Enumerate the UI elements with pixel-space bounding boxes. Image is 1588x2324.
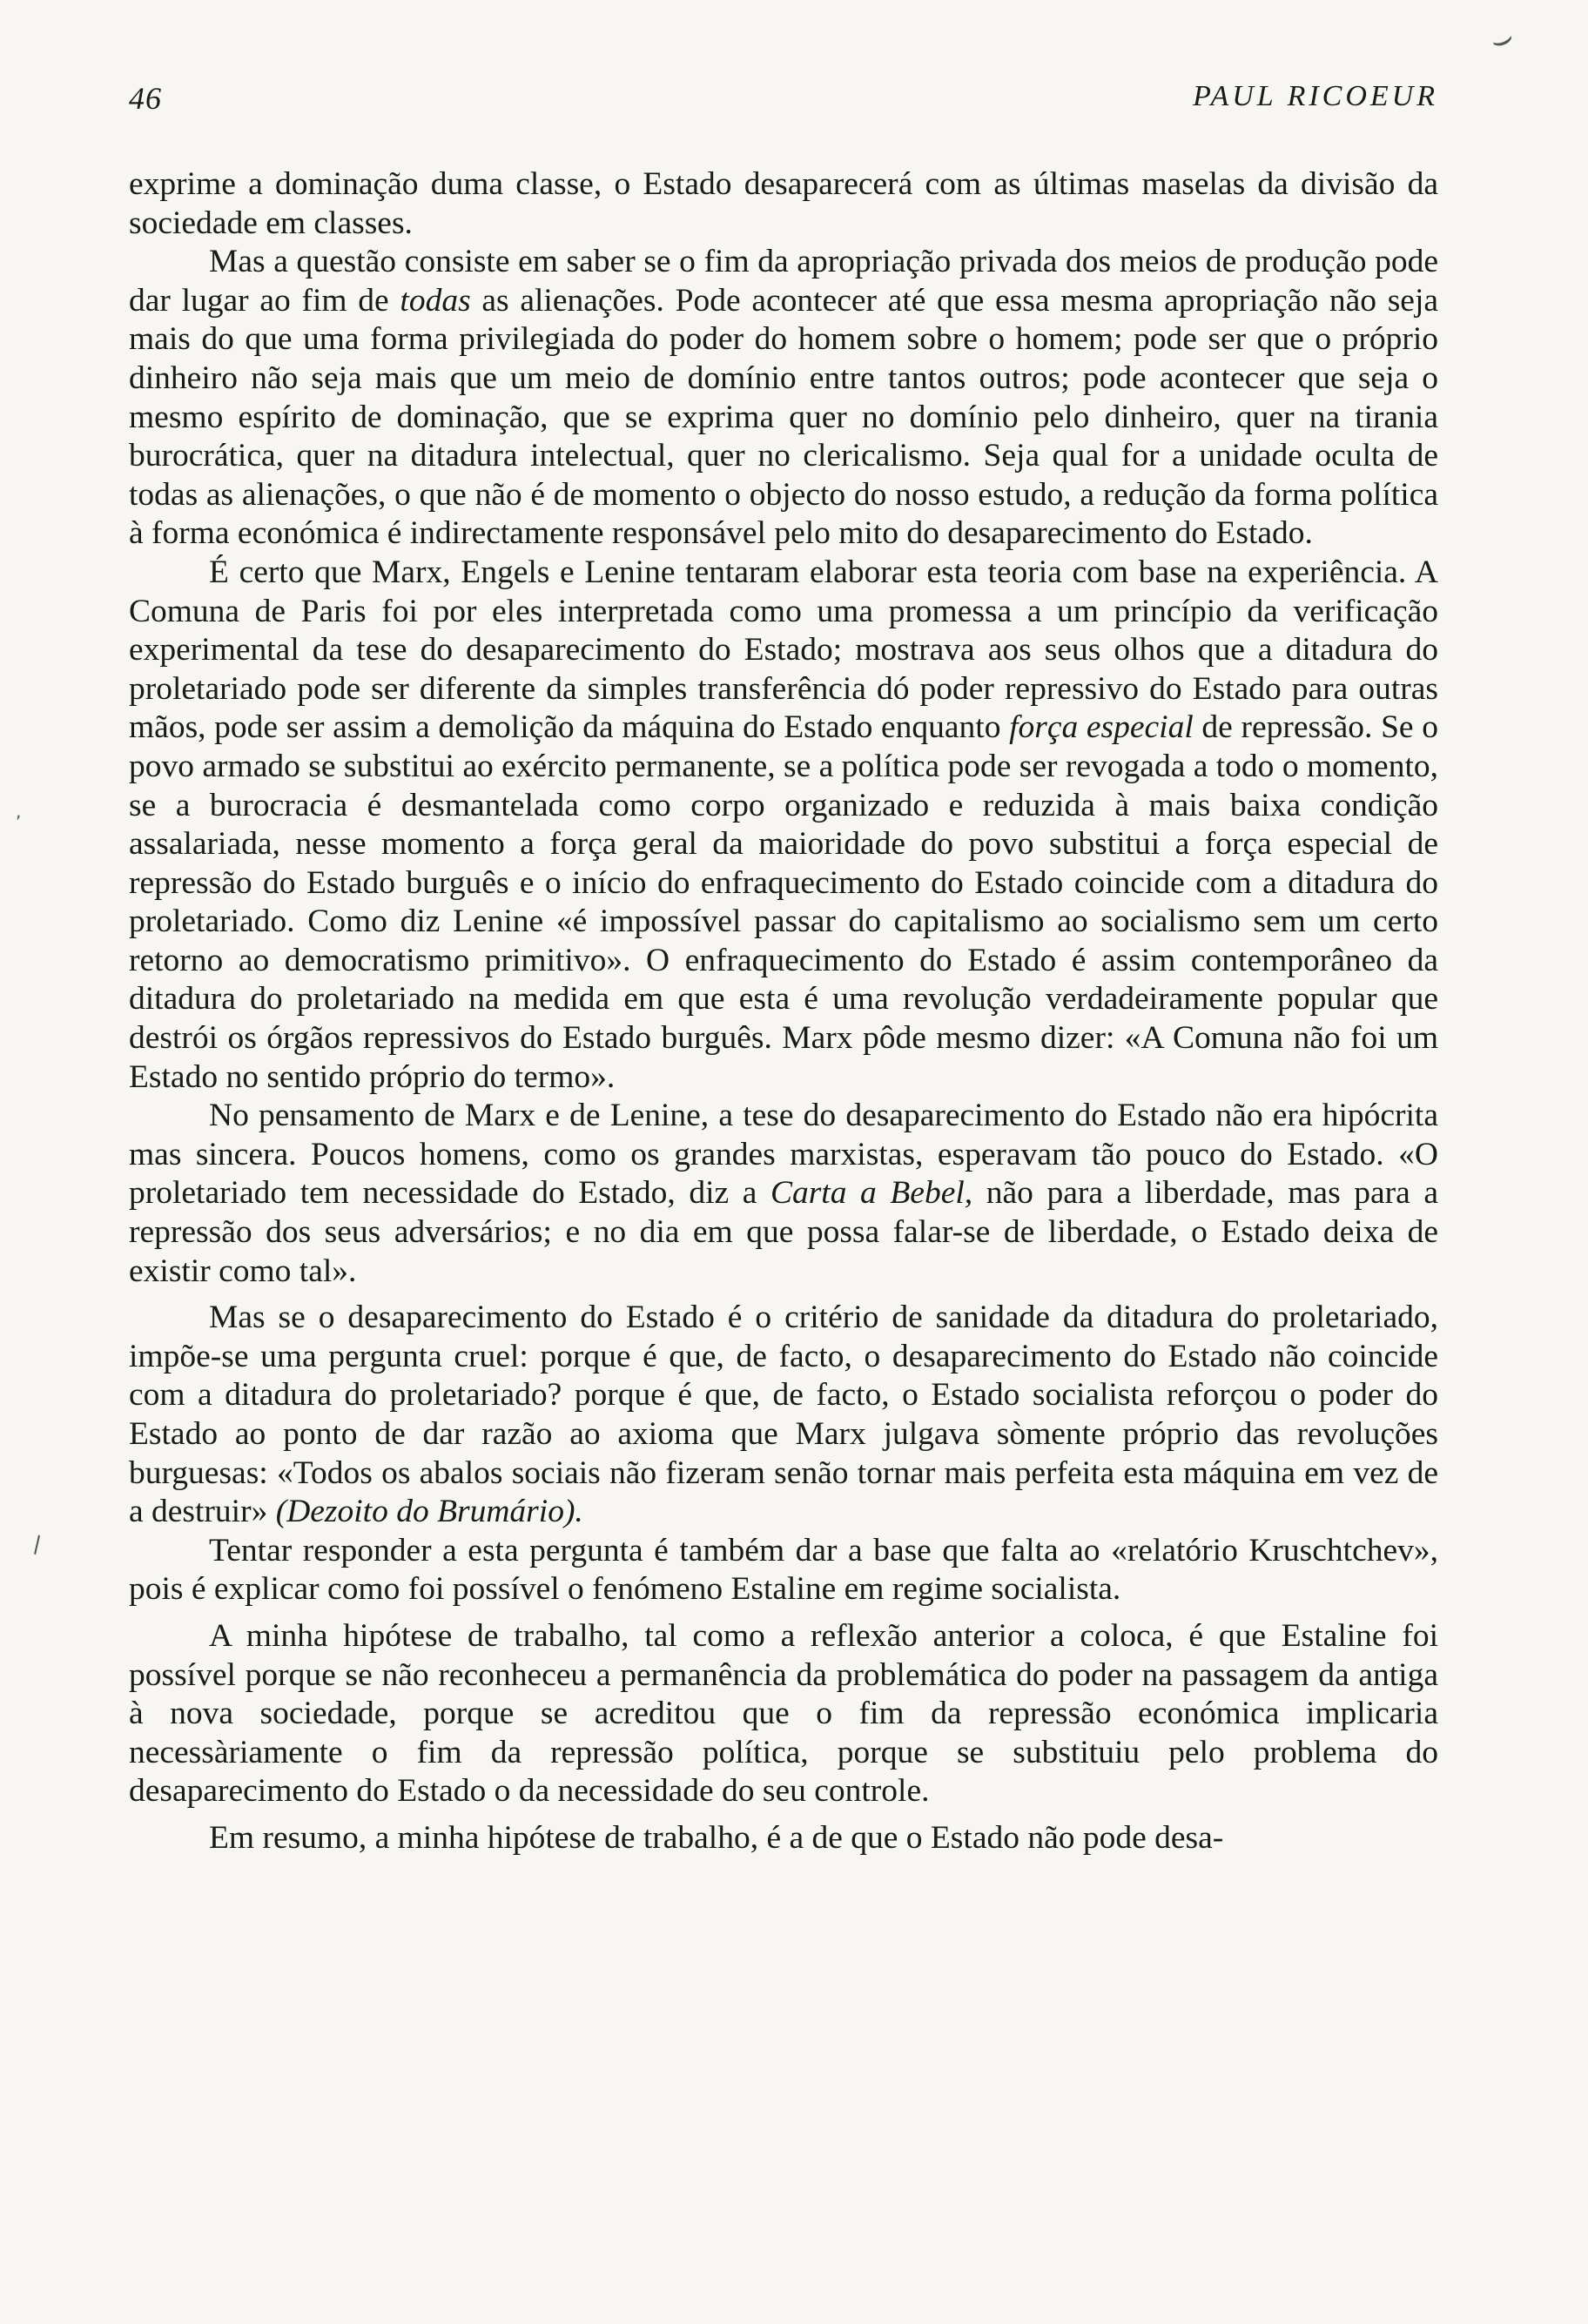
paragraph-text: Mas a questão consiste em saber se o fim da apropriação privada dos meios de produção pode dar lugar ao fim de xyxy=(129,244,1438,319)
page-number: 46 xyxy=(129,81,162,116)
page-header xyxy=(129,80,1438,124)
paragraph-text: No pensamento de Marx e de Lenine, a tese do desaparecimento do Estado não era hipócrita mas sincera. Poucos homens, como os grandes marxistas, esperavam tão pouco do Estado. «O proletariado tem necessidade do Estado, diz a xyxy=(129,1098,1438,1212)
paragraph-text: as alienações. Pode acontecer até que essa mesma apropriação não seja mais do que uma forma privilegiada do poder do homem sobre o homem; pode ser que o próprio dinheiro não seja mais que um meio de domínio entre tantos outros; pode acontecer que seja o mesmo espírito de dominação, que se exprima quer no domínio pelo dinheiro, quer na tirania burocrática, quer na ditadura intelectual, quer no clericalismo. Seja qual for a unidade oculta de todas as alienações, o que não é de momento o objecto do nosso estudo, a redução da forma política à forma económica é indirectamente responsável pelo mito do desaparecimento do Estado. xyxy=(129,282,1439,552)
paragraph: Tentar responder a esta pergunta é também dar a base que falta ao «relatório Kruschtchev», pois é explicar como foi possível o fenómeno Estaline em regime socialista. xyxy=(129,1532,1438,1608)
emphasis: todas xyxy=(400,282,471,319)
paragraph xyxy=(129,1299,1438,1532)
margin-mark: \ xyxy=(27,1531,47,1559)
paragraph: exprime a dominação duma classe, o Estado desaparecerá com as últimas maselas da divisão da sociedade em classes. xyxy=(129,166,1438,241)
paragraph-text: Mas se o desaparecimento do Estado é o critério de sanidade da ditadura do proletariado, impõe-se uma pergunta cruel: porque é que, de facto, o desaparecimento do Estado não coincide com a ditadura do proletariado? porque é que, de facto, o Estado socialista reforçou o poder do Estado ao ponto de dar razão ao axioma que Marx julgava sòmente próprio das revoluções burguesas: «Todos os abalos sociais não fizeram senão tornar mais perfeita esta máquina em vez de a destruir» xyxy=(129,1300,1438,1530)
pen-mark: ⌣ xyxy=(1484,16,1520,63)
margin-mark: , xyxy=(16,801,22,822)
paragraph-text: É certo que Marx, Engels e Lenine tentaram elaborar esta teoria com base na experiência. A Comuna de Paris foi por eles interpretada como uma promessa a um princípio da verificação experimental da tese do desaparecimento do Estado; mostrava aos seus olhos que a ditadura do proletariado pode ser diferente da simples transferência dó poder repressivo do Estado para outras mãos, pode ser assim a demolição da máquina do Estado enquanto xyxy=(129,554,1438,746)
emphasis: (Dezoito do Brumário). xyxy=(275,1494,583,1530)
paragraph xyxy=(129,554,1438,1097)
paragraph xyxy=(129,1097,1438,1291)
emphasis: Carta a Bebel, xyxy=(770,1175,973,1212)
paragraph: A minha hipótese de trabalho, tal como a reflexão anterior a coloca, é que Estaline foi possível porque se não reconheceu a permanência da problemática do poder na passagem da antiga à nova sociedade, porque se acreditou que o fim da repressão económica implicaria necessàriamente o fim da repressão política, porque se substituiu pelo problema do desaparecimento do Estado o da necessidade do seu controle. xyxy=(129,1617,1438,1810)
body-text xyxy=(129,165,1438,1858)
paragraph: Em resumo, a minha hipótese de trabalho, é a de que o Estado não pode desa- xyxy=(209,1819,1224,1856)
paragraph xyxy=(129,243,1438,554)
paragraph-text: não para a liberdade, mas para a repressão dos seus adversários; e no dia em que possa falar-se de liberdade, o Estado deixa de existir como tal». xyxy=(129,1175,1438,1289)
paragraph-text: de repressão. Se o povo armado se substitui ao exército permanente, se a política pode ser revogada a todo o momento, se a burocracia é desmantelada como corpo organizado e reduzida à mais baixa condição assalariada, nesse momento a força geral da maioridade do povo substitui a força especial de repressão do Estado burguês e o início do enfraquecimento do Estado coincide com a ditadura do proletariado. Como diz Lenine «é impossível passar do capitalismo ao socialismo sem um certo retorno ao democratismo primitivo». O enfraquecimento do Estado é assim contemporâneo da ditadura do proletariado na medida em que esta é uma revolução verdadeiramente popular que destrói os órgãos repressivos do Estado burguês. Marx pôde mesmo dizer: «A Comuna não foi um Estado no sentido próprio do termo». xyxy=(129,709,1438,1095)
emphasis: força especial xyxy=(1009,709,1194,746)
running-head: PAUL RICOEUR xyxy=(1193,80,1438,112)
